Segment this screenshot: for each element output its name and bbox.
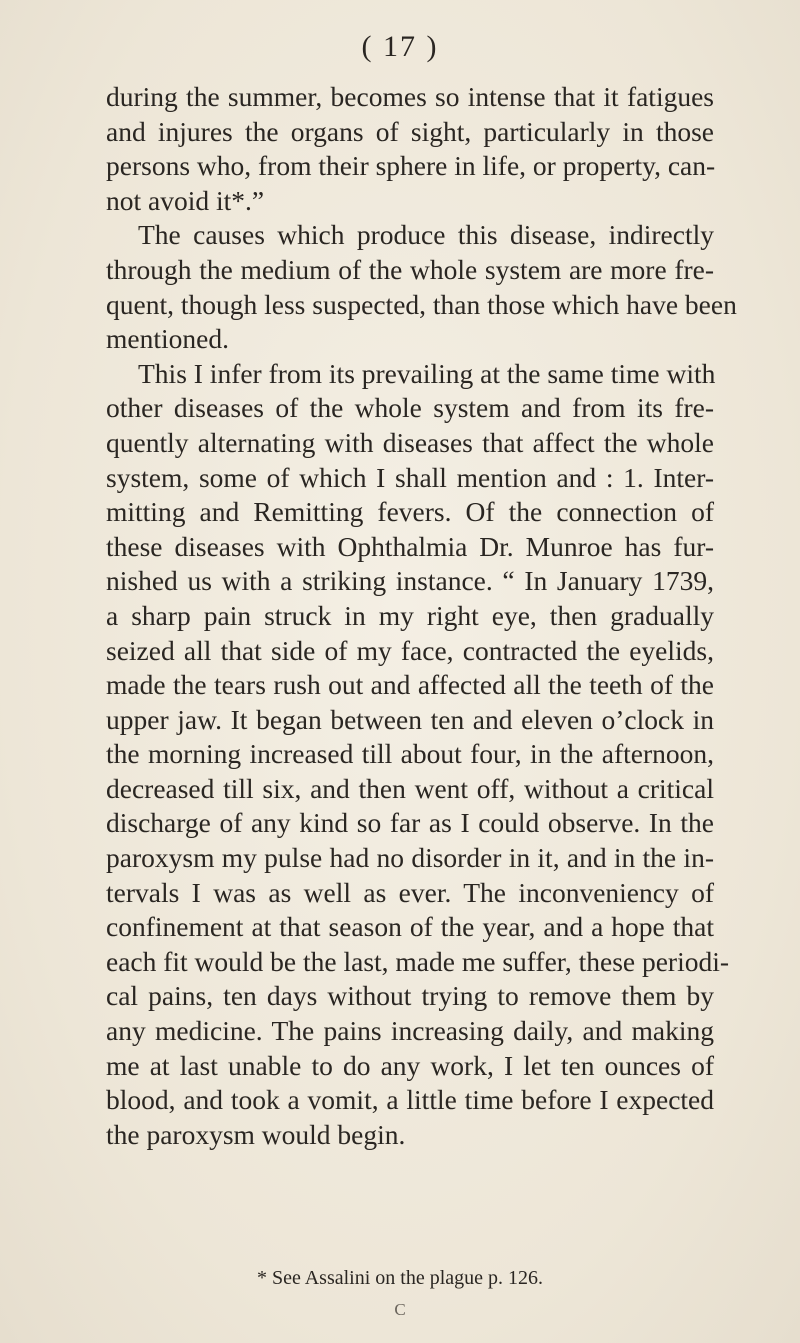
text-line-4: not avoid it*.” <box>106 184 265 216</box>
text-line-29: me at last unable to do any work, I let ten ounces of <box>106 1049 714 1081</box>
text-line-6: through the medium of the whole system are more fre- <box>106 253 714 285</box>
text-line-16: a sharp pain struck in my right eye, then gradually <box>106 599 714 631</box>
text-line-28: any medicine. The pains increasing daily, and making <box>106 1015 714 1047</box>
text-line-22: discharge of any kind so far as I could observe. In the <box>106 807 714 839</box>
text-line-25: confinement at that season of the year, and a hope that <box>106 911 714 943</box>
text-line-11: quently alternating with diseases that affect the whole <box>106 426 714 458</box>
text-line-24: tervals I was as well as ever. The inconveniency of <box>106 876 714 908</box>
text-line-17: seized all that side of my face, contracted the eyelids, <box>106 634 714 666</box>
text-line-20: the morning increased till about four, in the afternoon, <box>106 738 714 770</box>
text-line-13: mitting and Remitting fevers. Of the connection of <box>106 496 714 528</box>
text-line-27: cal pains, ten days without trying to remove them by <box>106 980 714 1012</box>
text-line-1: during the summer, becomes so intense that it fatigues <box>106 81 714 112</box>
text-line-9: This I infer from its prevailing at the same time with <box>138 357 716 389</box>
footnote: * See Assalini on the plague p. 126. <box>256 1267 544 1289</box>
text-line-12: system, some of which I shall mention and : 1. Inter- <box>106 461 714 493</box>
body-text <box>106 80 737 1152</box>
page-number: ( 17 ) <box>361 30 439 63</box>
text-line-26: each fit would be the last, made me suffer, these periodi- <box>106 945 730 977</box>
signature-mark: C <box>394 1300 406 1319</box>
text-line-5: The causes which produce this disease, indirectly <box>138 219 714 251</box>
text-line-7: quent, though less suspected, than those which have been <box>106 288 737 320</box>
text-line-8: mentioned. <box>106 323 229 355</box>
text-line-2: and injures the organs of sight, particularly in those <box>106 115 714 147</box>
text-line-18: made the tears rush out and affected all the teeth of the <box>106 669 714 701</box>
text-line-14: these diseases with Ophthalmia Dr. Munroe has fur- <box>106 530 714 562</box>
text-line-15: nished us with a striking instance. “ In January 1739, <box>106 565 714 597</box>
text-line-3: persons who, from their sphere in life, or property, can- <box>106 150 716 182</box>
text-line-23: paroxysm my pulse had no disorder in it, and in the in- <box>106 842 714 874</box>
text-line-30: blood, and took a vomit, a little time before I expected <box>106 1084 714 1116</box>
text-line-19: upper jaw. It began between ten and eleven o’clock in <box>106 703 714 735</box>
text-line-10: other diseases of the whole system and from its fre- <box>106 392 714 424</box>
text-line-21: decreased till six, and then went off, without a critical <box>106 772 714 804</box>
text-line-31: the paroxysm would begin. <box>106 1118 406 1150</box>
